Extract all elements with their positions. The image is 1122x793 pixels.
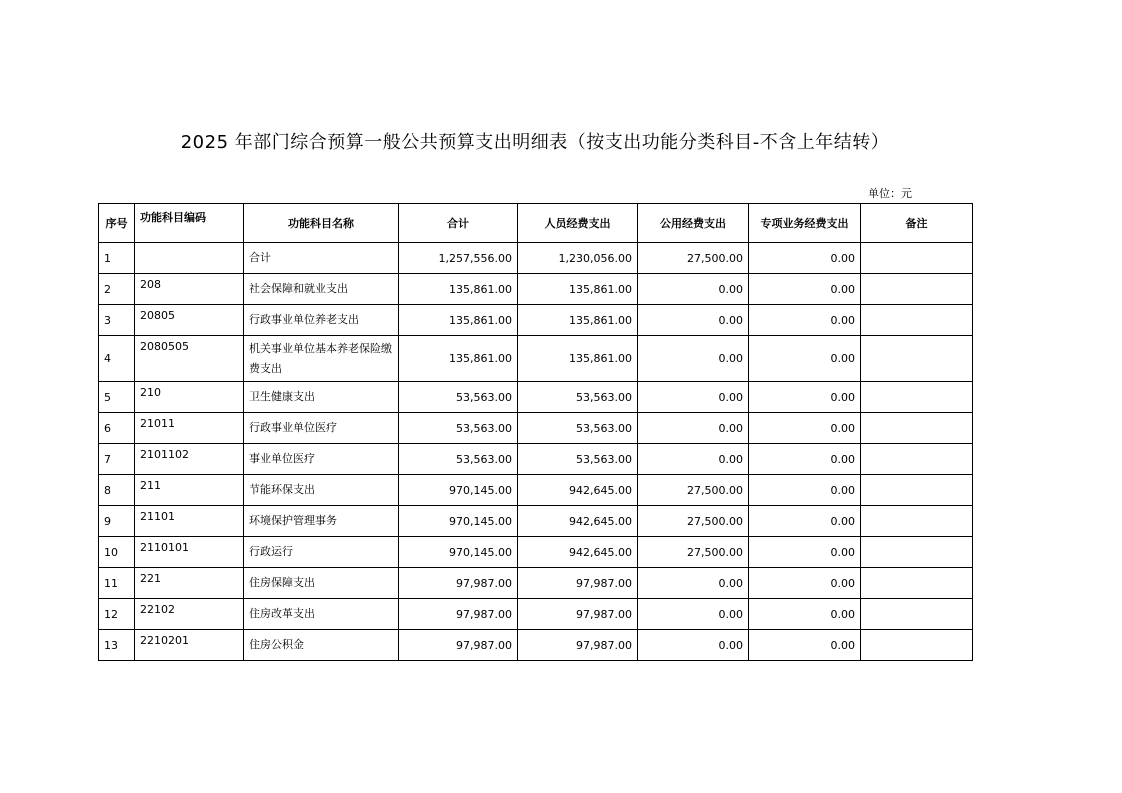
table-row bbox=[99, 506, 973, 537]
cell-special: 0.00 bbox=[749, 382, 861, 413]
cell-seq: 6 bbox=[99, 413, 135, 444]
cell-name: 社会保障和就业支出 bbox=[244, 274, 399, 305]
cell-seq: 12 bbox=[99, 599, 135, 630]
cell-public: 27,500.00 bbox=[638, 243, 749, 274]
cell-personnel: 97,987.00 bbox=[518, 568, 638, 599]
table-row bbox=[99, 568, 973, 599]
cell-seq: 3 bbox=[99, 305, 135, 336]
cell-special: 0.00 bbox=[749, 336, 861, 382]
cell-code: 21011 bbox=[135, 413, 244, 444]
cell-seq: 7 bbox=[99, 444, 135, 475]
cell-code: 210 bbox=[135, 382, 244, 413]
table-row bbox=[99, 274, 973, 305]
cell-seq: 8 bbox=[99, 475, 135, 506]
cell-remark bbox=[861, 630, 973, 661]
cell-code: 22102 bbox=[135, 599, 244, 630]
cell-remark bbox=[861, 599, 973, 630]
cell-personnel: 53,563.00 bbox=[518, 444, 638, 475]
table-row bbox=[99, 413, 973, 444]
cell-remark bbox=[861, 274, 973, 305]
cell-special: 0.00 bbox=[749, 475, 861, 506]
table-row bbox=[99, 630, 973, 661]
cell-seq: 5 bbox=[99, 382, 135, 413]
cell-seq: 9 bbox=[99, 506, 135, 537]
cell-special: 0.00 bbox=[749, 506, 861, 537]
cell-total: 53,563.00 bbox=[399, 413, 518, 444]
cell-seq: 10 bbox=[99, 537, 135, 568]
cell-remark bbox=[861, 475, 973, 506]
cell-name: 住房改革支出 bbox=[244, 599, 399, 630]
cell-total: 1,257,556.00 bbox=[399, 243, 518, 274]
cell-special: 0.00 bbox=[749, 444, 861, 475]
cell-remark bbox=[861, 444, 973, 475]
cell-total: 135,861.00 bbox=[399, 305, 518, 336]
cell-total: 135,861.00 bbox=[399, 274, 518, 305]
table-body bbox=[99, 243, 973, 661]
cell-total: 53,563.00 bbox=[399, 444, 518, 475]
cell-personnel: 135,861.00 bbox=[518, 305, 638, 336]
cell-total: 135,861.00 bbox=[399, 336, 518, 382]
cell-name: 机关事业单位基本养老保险缴费支出 bbox=[244, 336, 399, 382]
table-row bbox=[99, 336, 973, 382]
cell-total: 970,145.00 bbox=[399, 475, 518, 506]
cell-personnel: 1,230,056.00 bbox=[518, 243, 638, 274]
cell-name: 节能环保支出 bbox=[244, 475, 399, 506]
cell-seq: 13 bbox=[99, 630, 135, 661]
cell-public: 0.00 bbox=[638, 444, 749, 475]
cell-personnel: 53,563.00 bbox=[518, 382, 638, 413]
budget-table bbox=[98, 203, 973, 661]
cell-seq: 2 bbox=[99, 274, 135, 305]
cell-special: 0.00 bbox=[749, 599, 861, 630]
cell-total: 97,987.00 bbox=[399, 568, 518, 599]
cell-code: 2101102 bbox=[135, 444, 244, 475]
cell-public: 0.00 bbox=[638, 336, 749, 382]
cell-remark bbox=[861, 336, 973, 382]
table-row bbox=[99, 537, 973, 568]
cell-code: 20805 bbox=[135, 305, 244, 336]
cell-personnel: 135,861.00 bbox=[518, 336, 638, 382]
cell-remark bbox=[861, 243, 973, 274]
cell-public: 0.00 bbox=[638, 568, 749, 599]
cell-name: 环境保护管理事务 bbox=[244, 506, 399, 537]
cell-total: 97,987.00 bbox=[399, 630, 518, 661]
cell-total: 97,987.00 bbox=[399, 599, 518, 630]
cell-special: 0.00 bbox=[749, 630, 861, 661]
cell-remark bbox=[861, 305, 973, 336]
table-row bbox=[99, 599, 973, 630]
cell-total: 970,145.00 bbox=[399, 506, 518, 537]
unit-label: 单位：元 bbox=[868, 187, 912, 200]
cell-name: 合计 bbox=[244, 243, 399, 274]
cell-public: 0.00 bbox=[638, 599, 749, 630]
header-seq: 序号 bbox=[99, 204, 135, 243]
cell-code: 2110101 bbox=[135, 537, 244, 568]
table-row bbox=[99, 305, 973, 336]
header-remark: 备注 bbox=[861, 204, 973, 243]
cell-remark bbox=[861, 506, 973, 537]
table-row bbox=[99, 382, 973, 413]
cell-name: 住房公积金 bbox=[244, 630, 399, 661]
cell-public: 0.00 bbox=[638, 305, 749, 336]
cell-special: 0.00 bbox=[749, 243, 861, 274]
header-public: 公用经费支出 bbox=[638, 204, 749, 243]
cell-remark bbox=[861, 382, 973, 413]
table-row bbox=[99, 475, 973, 506]
page-title: 2025 年部门综合预算一般公共预算支出明细表（按支出功能分类科目-不含上年结转） bbox=[180, 132, 890, 153]
cell-personnel: 97,987.00 bbox=[518, 630, 638, 661]
table-header-row bbox=[99, 204, 973, 243]
cell-seq: 11 bbox=[99, 568, 135, 599]
cell-name: 行政事业单位养老支出 bbox=[244, 305, 399, 336]
header-code: 功能科目编码 bbox=[135, 204, 244, 243]
cell-public: 0.00 bbox=[638, 274, 749, 305]
cell-code: 208 bbox=[135, 274, 244, 305]
cell-personnel: 53,563.00 bbox=[518, 413, 638, 444]
cell-code: 211 bbox=[135, 475, 244, 506]
cell-public: 0.00 bbox=[638, 630, 749, 661]
cell-code: 2080505 bbox=[135, 336, 244, 382]
cell-remark bbox=[861, 568, 973, 599]
table-row bbox=[99, 243, 973, 274]
cell-personnel: 135,861.00 bbox=[518, 274, 638, 305]
cell-public: 27,500.00 bbox=[638, 506, 749, 537]
cell-code: 21101 bbox=[135, 506, 244, 537]
cell-special: 0.00 bbox=[749, 568, 861, 599]
cell-public: 0.00 bbox=[638, 413, 749, 444]
cell-public: 0.00 bbox=[638, 382, 749, 413]
cell-special: 0.00 bbox=[749, 537, 861, 568]
cell-code bbox=[135, 243, 244, 274]
cell-remark bbox=[861, 413, 973, 444]
cell-total: 53,563.00 bbox=[399, 382, 518, 413]
cell-name: 行政运行 bbox=[244, 537, 399, 568]
header-special: 专项业务经费支出 bbox=[749, 204, 861, 243]
cell-public: 27,500.00 bbox=[638, 537, 749, 568]
cell-personnel: 97,987.00 bbox=[518, 599, 638, 630]
cell-seq: 4 bbox=[99, 336, 135, 382]
cell-name: 卫生健康支出 bbox=[244, 382, 399, 413]
cell-personnel: 942,645.00 bbox=[518, 475, 638, 506]
header-personnel: 人员经费支出 bbox=[518, 204, 638, 243]
cell-special: 0.00 bbox=[749, 413, 861, 444]
cell-name: 事业单位医疗 bbox=[244, 444, 399, 475]
cell-special: 0.00 bbox=[749, 274, 861, 305]
header-total: 合计 bbox=[399, 204, 518, 243]
cell-remark bbox=[861, 537, 973, 568]
cell-code: 221 bbox=[135, 568, 244, 599]
cell-seq: 1 bbox=[99, 243, 135, 274]
cell-personnel: 942,645.00 bbox=[518, 537, 638, 568]
cell-name: 行政事业单位医疗 bbox=[244, 413, 399, 444]
cell-public: 27,500.00 bbox=[638, 475, 749, 506]
cell-special: 0.00 bbox=[749, 305, 861, 336]
cell-code: 2210201 bbox=[135, 630, 244, 661]
cell-personnel: 942,645.00 bbox=[518, 506, 638, 537]
cell-total: 970,145.00 bbox=[399, 537, 518, 568]
header-name: 功能科目名称 bbox=[244, 204, 399, 243]
table-row bbox=[99, 444, 973, 475]
cell-name: 住房保障支出 bbox=[244, 568, 399, 599]
